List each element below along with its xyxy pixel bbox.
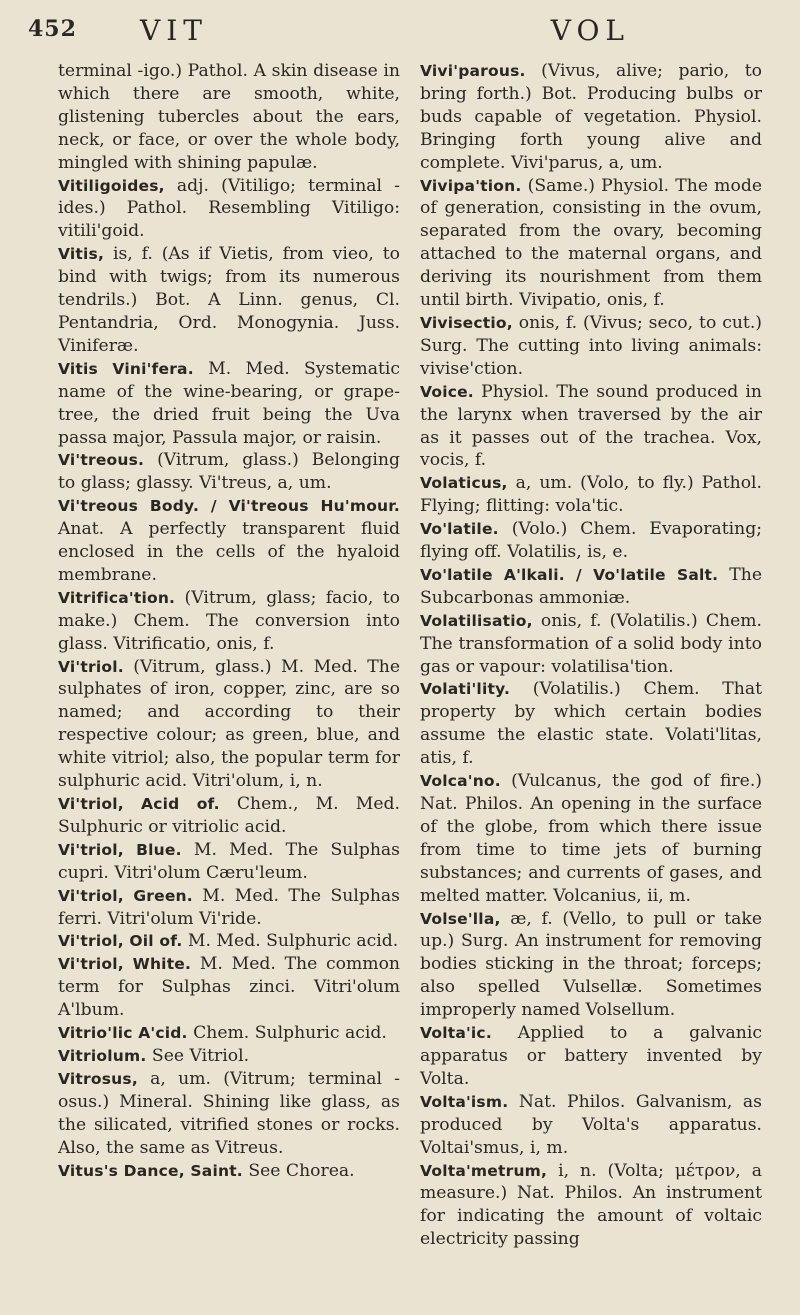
dictionary-entry (58, 587, 400, 656)
dictionary-entry (58, 1160, 400, 1183)
entry-definition: See Vitriol. (146, 1045, 250, 1066)
entry-definition: M. Med. The Sulphas ferri. Vitri'olum Vi'ride. (58, 885, 400, 929)
dictionary-entry (58, 60, 400, 175)
entry-headword: Vitriolum. (58, 1046, 147, 1065)
entry-definition: M. Med. The common term for Sulphas zinci. Vitri'olum A'lbum. (58, 954, 400, 1021)
dictionary-entry (420, 60, 762, 175)
entry-headword: Vivi'parous. (420, 62, 526, 80)
dictionary-entry (420, 1091, 762, 1160)
left-column (58, 60, 400, 1182)
entry-headword: Vitis, (58, 245, 105, 264)
entry-headword: Volca'no. (420, 772, 501, 791)
dictionary-entry (420, 518, 762, 564)
entry-headword: Volatilisatio, (420, 611, 533, 630)
dictionary-entry (420, 175, 762, 312)
entry-headword: Volse'lla, (420, 909, 501, 928)
entry-definition: Anat. A perfectly transparent fluid enclosed in the cells of the hyaloid membrane. (58, 519, 400, 585)
entry-definition: (Vitrum, glass; facio, to make.) Chem. The conversion into glass. Vitrificatio, onis, f. (58, 587, 400, 654)
dictionary-entry (420, 770, 762, 907)
dictionary-entry (420, 564, 762, 610)
entry-definition: adj. (Vitiligo; terminal -ides.) Pathol. Resembling Vitiligo: vitili'goid. (58, 175, 400, 242)
entry-headword: Vivipa'tion. (420, 176, 522, 195)
entry-headword: Vitis Vini'fera. (58, 359, 194, 378)
entry-definition: (Same.) Physiol. The mode of generation, consisting in the ovum, separated from the ovary, becoming attached to the maternal organs, and deriving its nourishment from them until birth. Vivipatio, onis, f. (420, 175, 762, 311)
entry-definition: (Volo.) Chem. Evaporating; flying off. Volatilis, is, e. (420, 519, 762, 563)
entry-definition: Physiol. The sound produced in the larynx when traversed by the air as it passes out of the trachea. Vox, vocis, f. (420, 381, 762, 471)
entry-headword: Vitrio'lic A'cid. (58, 1024, 188, 1043)
dictionary-entry (420, 1022, 762, 1091)
entry-headword: Vi'treous Body. / Vi'treous Hu'mour. (58, 497, 400, 516)
dictionary-entry (420, 472, 762, 518)
dictionary-entry (58, 930, 400, 953)
running-head-right: VOL (550, 14, 630, 47)
dictionary-entry (420, 908, 762, 1023)
dictionary-entry (58, 656, 400, 793)
entry-definition: See Chorea. (242, 1160, 355, 1181)
dictionary-entry (420, 312, 762, 381)
entry-headword: Vi'triol. (58, 657, 124, 676)
entry-definition: (Vivus, alive; pario, to bring forth.) Bot. Producing bulbs or buds capable of vegetation. Physiol. Bringing forth young alive and complete. Vivi'parus, a, um. (420, 61, 762, 173)
dictionary-entry (58, 953, 400, 1022)
entry-definition: Applied to a galvanic apparatus or battery invented by Volta. (420, 1023, 762, 1089)
entry-definition: is, f. (As if Vietis, from vieo, to bind with twigs; from its numerous tendrils.) Bot. A Linn. genus, Cl. Pentandria, Ord. Monogynia. Juss. Viniferæ. (58, 244, 400, 356)
dictionary-entry (58, 839, 400, 885)
page-header (28, 10, 760, 50)
entry-definition: The Subcarbonas ammoniæ. (420, 564, 762, 608)
entry-headword: Vivisectio, (420, 313, 513, 332)
right-column (420, 60, 762, 1251)
entry-definition: (Vulcanus, the god of fire.) Nat. Philos. An opening in the surface of the globe, from which there issue from time to time jets of burning substances; and currents of gases, and melted matter. Volcanius, ii, m. (420, 771, 762, 906)
entry-definition: terminal -igo.) Pathol. A skin disease in which there are smooth, white, glistening tubercles about the ears, neck, or face, or over the whole body, mingled with shining papulæ. (58, 61, 400, 173)
entry-headword: Vitiligoides, (58, 176, 165, 195)
dictionary-entry (58, 358, 400, 450)
dictionary-entry (58, 793, 400, 839)
entry-headword: Vitus's Dance, Saint. (58, 1161, 243, 1180)
dictionary-entry (58, 243, 400, 358)
dictionary-entry (58, 1022, 400, 1045)
entry-definition: M. Med. Sulphuric acid. (182, 931, 399, 952)
entry-headword: Vitrifica'tion. (58, 588, 176, 607)
entry-definition: Chem., M. Med. Sulphuric or vitriolic acid. (58, 794, 400, 837)
entry-headword: Volati'lity. (420, 680, 511, 699)
dictionary-entry (58, 885, 400, 931)
dictionary-entry (58, 449, 400, 495)
entry-definition: i, n. (Volta; μέτρον, a measure.) Nat. Philos. An instrument for indicating the amount of voltaic electricity passing (420, 1160, 762, 1250)
entry-headword: Vi'triol, White. (58, 955, 192, 974)
entry-definition: (Vitrum, glass.) Belonging to glass; glassy. Vi'treus, a, um. (58, 450, 400, 494)
entry-headword: Vitrosus, (58, 1069, 138, 1088)
entry-headword: Vi'triol, Green. (58, 886, 193, 905)
entry-definition: Nat. Philos. Galvanism, as produced by Volta's apparatus. Voltai'smus, i, m. (420, 1091, 762, 1158)
entry-headword: Volta'ic. (420, 1024, 492, 1043)
dictionary-entry (420, 381, 762, 473)
entry-definition: M. Med. The Sulphas cupri. Vitri'olum Cæru'leum. (58, 839, 400, 883)
entry-definition: æ, f. (Vello, to pull or take up.) Surg. An instrument for removing bodies sticking in the throat; forceps; also spelled Vulsellæ. Sometimes improperly named Volsellum. (420, 908, 762, 1021)
entry-headword: Vo'latile A'lkali. / Vo'latile Salt. (420, 565, 719, 584)
entry-definition: onis, f. (Volatilis.) Chem. The transformation of a solid body into gas or vapour: volatilisa'tion. (420, 610, 762, 677)
dictionary-entry (58, 1045, 400, 1068)
entry-headword: Vi'triol, Acid of. (58, 795, 220, 813)
entry-definition: onis, f. (Vivus; seco, to cut.) Surg. The cutting into living animals: vivise'ction. (420, 312, 762, 379)
dictionary-entry (420, 610, 762, 679)
entry-headword: Volta'metrum, (420, 1161, 548, 1180)
entry-definition: Chem. Sulphuric acid. (187, 1023, 387, 1044)
entry-headword: Vi'triol, Blue. (58, 840, 182, 859)
entry-headword: Vi'treous. (58, 451, 145, 470)
entry-headword: Volaticus, (420, 474, 508, 493)
entry-headword: Vo'latile. (420, 520, 499, 539)
entry-headword: Volta'ism. (420, 1092, 509, 1111)
dictionary-entry (58, 175, 400, 244)
entry-headword: Vi'triol, Oil of. (58, 932, 183, 951)
entry-definition: a, um. (Volo, to fly.) Pathol. Flying; flitting: vola'tic. (420, 473, 762, 517)
dictionary-entry (58, 1068, 400, 1160)
dictionary-entry (420, 678, 762, 770)
dictionary-entry (420, 1160, 762, 1252)
entry-definition: (Volatilis.) Chem. That property by which certain bodies assume the elastic state. Volati'litas, atis, f. (420, 679, 762, 769)
entry-definition: M. Med. Systematic name of the wine-bearing, or grape-tree, the dried fruit being the Uva passa major, Passula major, or raisin. (58, 358, 400, 448)
dictionary-entry (58, 495, 400, 587)
entry-definition: a, um. (Vitrum; terminal -osus.) Mineral. Shining like glass, as the silicated, vitrified stones or rocks. Also, the same as Vitreus. (58, 1068, 400, 1158)
running-head-left: VIT (140, 14, 208, 47)
page-number: 452 (28, 16, 77, 42)
entry-headword: Voice. (420, 382, 474, 401)
entry-definition: (Vitrum, glass.) M. Med. The sulphates of iron, copper, zinc, are so named; and according to their respective colour; as green, blue, and white vitriol; also, the popular term for sulphuric acid. Vitri'olum, i, n. (58, 656, 400, 792)
